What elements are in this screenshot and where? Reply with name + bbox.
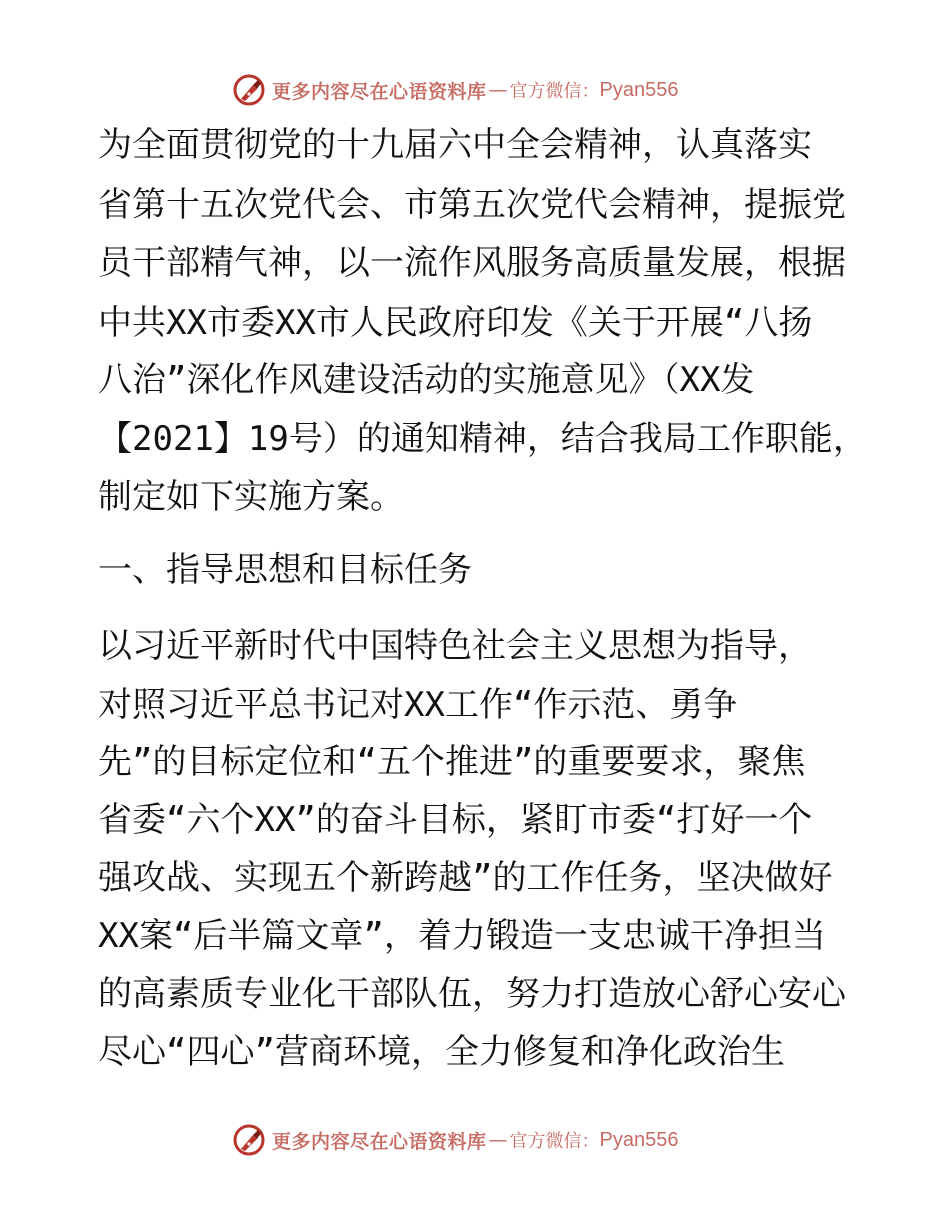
body-text-line: 先”的目标定位和“五个推进”的重要要求，聚焦 (98, 742, 806, 782)
body-text-line: 【2021】19号）的通知精神，结合我局工作职能， (98, 419, 867, 459)
section-heading: 一、指导思想和目标任务 (98, 550, 472, 590)
body-text-line: 员干部精气神，以一流作风服务高质量发展，根据 (98, 243, 846, 283)
watermark-banner-top (232, 70, 678, 110)
watermark-banner-bottom (232, 1120, 678, 1160)
body-text-line: 强攻战、实现五个新跨越”的工作任务，坚决做好 (98, 858, 833, 898)
body-text-line: 以习近平新时代中国特色社会主义思想为指导， (98, 626, 812, 666)
body-text-line: 尽心“四心”营商环境，全力修复和净化政治生 (98, 1032, 785, 1072)
body-text-line: 八治”深化作风建设活动的实施意见》（XX发 (98, 360, 755, 400)
pen-nib-circle-icon (232, 1123, 266, 1157)
watermark-dash: — (488, 1129, 508, 1151)
body-text-line: 省委“六个XX”的奋斗目标，紧盯市委“打好一个 (98, 800, 813, 840)
body-text-line: 对照习近平总书记对XX工作“作示范、勇争 (98, 685, 738, 725)
watermark-wechat-id: Pyan556 (599, 78, 679, 101)
body-text-line: XX案“后半篇文章”，着力锻造一支忠诚干净担当 (98, 916, 826, 956)
pen-nib-circle-icon (232, 73, 266, 107)
watermark-text: 更多内容尽在心语资料库 (272, 80, 487, 103)
watermark-text: 更多内容尽在心语资料库 (272, 1130, 487, 1153)
body-text-line: 省第十五次党代会、市第五次党代会精神，提振党 (98, 185, 846, 225)
watermark-wechat-id: Pyan556 (599, 1128, 679, 1151)
watermark-dash: — (488, 79, 508, 101)
watermark-official-label: 官方微信： (509, 1131, 600, 1152)
body-text-line: 制定如下实施方案。 (98, 477, 404, 517)
body-text-line: 的高素质专业化干部队伍，努力打造放心舒心安心 (98, 974, 846, 1014)
watermark-official-label: 官方微信： (509, 81, 600, 102)
body-text-line: 为全面贯彻党的十九届六中全会精神，认真落实 (98, 125, 812, 165)
body-text-line: 中共XX市委XX市人民政府印发《关于开展“八扬 (98, 303, 813, 343)
